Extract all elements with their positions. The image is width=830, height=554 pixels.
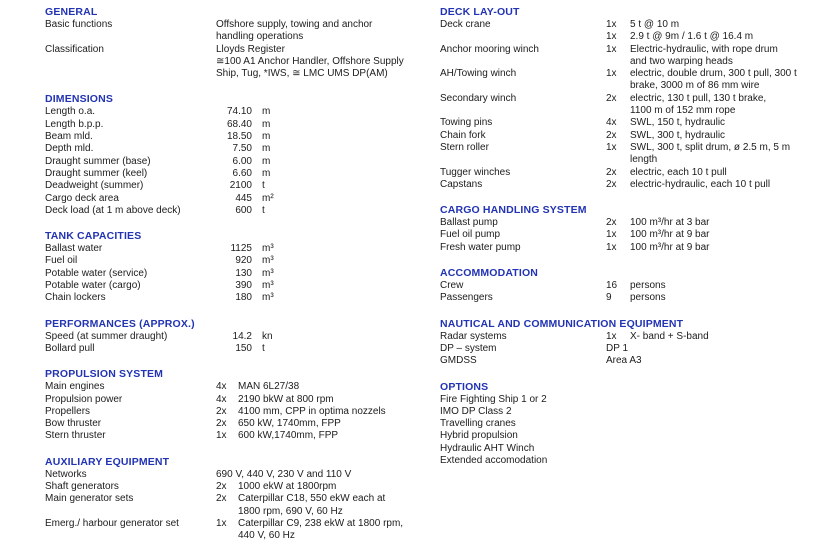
spec-section [440,381,828,468]
desc-line: brake, 3000 m of 86 mm wire [630,80,760,92]
row-label: Potable water (service) [45,267,148,279]
row-label: Propellers [45,405,91,417]
row-value: 6.00 [232,155,252,167]
options-item: Hydraulic AHT Winch [440,442,535,454]
section-title: CARGO HANDLING SYSTEM [440,204,587,217]
row-label: Deck crane [440,19,491,30]
spec-row [45,131,430,143]
row-desc [238,430,430,442]
row-qty: 1x [606,31,617,43]
row-label: Passengers [440,292,493,304]
row-desc [238,418,430,430]
row-label: Radar systems [440,330,507,342]
desc-line: electric, double drum, 300 t pull, 300 t [630,68,797,80]
spec-row [45,143,430,155]
desc-line: electric, 130 t pull, 130 t brake, [630,92,767,104]
row-unit: m [262,143,271,155]
options-item: IMO DP Class 2 [440,405,512,417]
spec-row [440,343,828,355]
spec-row [45,205,430,217]
value-line: handling operations [216,31,304,43]
value-line: Lloyds Register [216,43,285,55]
row-qty: 2x [606,166,617,178]
row-label: Fuel oil [45,255,78,267]
spec-row [45,394,430,406]
row-qty: 1x [606,330,617,342]
row-unit: t [262,180,265,192]
desc-line: persons [630,292,666,304]
row-label: Ballast pump [440,217,498,229]
desc-line: 100 m³/hr at 3 bar [630,217,710,229]
row-unit: m [262,167,271,179]
spec-row [45,268,430,280]
spec-row [440,142,828,167]
section-title: GENERAL [45,6,98,18]
desc-line: 440 V, 60 Hz [238,530,295,542]
row-qty: 4x [606,117,617,129]
row-label: Ballast water [45,243,103,255]
desc-line: persons [630,280,666,292]
row-desc [630,217,828,229]
desc-line: and two warping heads [630,55,733,67]
section-title: DIMENSIONS [45,93,114,106]
row-label: Bollard pull [45,342,95,354]
options-item: Fire Fighting Ship 1 or 2 [440,393,547,405]
row-unit: m³ [262,267,274,279]
row-unit: m² [262,192,274,204]
spec-row [440,31,828,43]
row-desc [630,117,828,129]
spec-row [440,242,828,254]
row-value: 445 [235,192,252,204]
row-label: Chain lockers [45,292,106,304]
row-label: Main generator sets [45,493,134,505]
row-label: Towing pins [440,117,493,129]
row-desc [238,481,430,493]
row-label: Depth mld. [45,143,94,155]
spec-row [440,229,828,241]
row-label: Basic functions [45,19,113,30]
row-value [216,19,430,44]
spec-row [45,331,430,343]
row-unit: m³ [262,255,274,267]
spec-section [440,267,828,305]
row-value: 600 [235,204,252,216]
row-value: 7.50 [232,143,252,155]
row-qty: 1x [606,241,617,253]
section-title: DECK LAY-OUT [440,6,520,18]
spec-row [45,106,430,118]
desc-line: length [630,154,658,166]
spec-row [45,493,430,518]
row-qty: 2x [216,405,227,417]
desc-line: MAN 6L27/38 [238,381,300,393]
desc-line: Caterpillar C18, 550 ekW each at [238,493,386,505]
row-desc [630,229,828,241]
desc-line: Caterpillar C9, 238 ekW at 1800 rpm, [238,517,404,529]
row-label: Crew [440,280,464,292]
spec-row [45,156,430,168]
desc-line: 2190 bkW at 800 rpm [238,393,334,405]
spec-row [440,93,828,118]
left-column [45,6,430,543]
desc-line: 5 t @ 10 m [630,19,680,30]
row-label: Potable water (cargo) [45,280,141,292]
row-value: 920 [235,255,252,267]
desc-line: SWL, 300 t, split drum, ø 2.5 m, 5 m [630,141,791,153]
spec-row [440,167,828,179]
spec-row [45,255,430,267]
spec-row [45,168,430,180]
row-desc [630,31,828,43]
spec-row [45,193,430,205]
row-unit: m [262,106,271,118]
row-value [216,469,430,481]
spec-row [45,430,430,442]
row-unit: t [262,342,265,354]
desc-line: 1800 rpm, 690 V, 60 Hz [238,505,343,517]
row-desc [630,142,828,167]
spec-row [45,518,430,543]
row-desc [238,518,430,543]
spec-row [440,355,828,367]
spec-row [440,280,828,292]
row-desc [630,68,828,93]
row-value: 68.40 [226,118,252,130]
row-qty: 4x [216,381,227,393]
row-label: AH/Towing winch [440,68,517,80]
row-label: Fuel oil pump [440,229,501,241]
spec-row [45,381,430,393]
row-desc [630,167,828,179]
row-label: Chain fork [440,129,486,141]
spec-row [440,19,828,31]
spec-row [440,217,828,229]
row-label: Classification [45,43,104,55]
section-title: NAUTICAL AND COMMUNICATION EQUIPMENT [440,317,684,330]
row-label: Propulsion power [45,393,123,405]
row-unit: m³ [262,280,274,292]
desc-line: 4100 mm, CPP in optima nozzels [238,405,386,417]
row-qty: 4x [216,393,227,405]
row-value: 150 [235,342,252,354]
spec-row [45,343,430,355]
row-value: 130 [235,267,252,279]
desc-line: 1100 m of 152 mm rope [630,105,736,117]
row-label: Length b.p.p. [45,118,104,130]
row-desc [630,44,828,69]
row-unit: m³ [262,292,274,304]
section-title: TANK CAPACITIES [45,230,142,243]
row-qty: 2x [216,481,227,493]
row-qty: 2x [606,129,617,141]
row-label: Fresh water pump [440,241,521,253]
row-desc [630,242,828,254]
row-label: Stern roller [440,141,489,153]
spec-row [45,406,430,418]
spec-row [440,292,828,304]
desc-line: 650 kW, 1740mm, FPP [238,418,341,430]
spec-row [440,117,828,129]
desc-line: X- band + S-band [630,330,709,342]
row-label: Bow thruster [45,418,102,430]
section-title: OPTIONS [440,380,489,393]
row-desc [238,381,430,393]
row-unit: m³ [262,243,274,255]
row-value [606,343,828,355]
section-title: ACCOMMODATION [440,267,538,280]
spec-section [45,6,430,80]
row-unit: t [262,204,265,216]
spec-row [440,130,828,142]
row-desc [630,280,828,292]
row-value: 1125 [230,243,252,255]
row-qty: 2x [606,178,617,190]
desc-line: SWL, 150 t, hydraulic [630,117,726,129]
row-qty: 1x [606,43,617,55]
row-label: Emerg./ harbour generator set [45,517,179,529]
desc-line: 600 kW,1740mm, FPP [238,430,339,442]
options-item: Hybrid propulsion [440,430,518,442]
row-desc [630,292,828,304]
row-unit: m [262,118,271,130]
row-value: 2100 [229,180,252,192]
row-label: Speed (at summer draught) [45,330,168,342]
section-title: PROPULSION SYSTEM [45,368,164,381]
row-desc [630,93,828,118]
value-line: Area A3 [606,355,642,367]
desc-line: 100 m³/hr at 9 bar [630,241,710,253]
row-label: Anchor mooring winch [440,43,539,55]
spec-section [440,204,828,254]
spec-row [45,292,430,304]
spec-section [440,318,828,368]
value-line: Ship, Tug, *IWS, ≅ LMC UMS DP(AM) [216,68,388,80]
row-value: 74.10 [226,106,252,118]
row-value [606,355,828,367]
row-qty: 1x [606,19,617,30]
row-qty: 1x [606,229,617,241]
spec-row [440,68,828,93]
options-item: Travelling cranes [440,418,516,430]
desc-line: 1000 ekW at 1800rpm [238,481,337,493]
value-line: Offshore supply, towing and anchor [216,19,373,30]
row-label: Cargo deck area [45,192,119,204]
options-item: Extended accomodation [440,455,548,467]
row-qty: 2x [216,418,227,430]
row-value: 390 [235,280,252,292]
row-value: 180 [235,292,252,304]
row-value: 18.50 [226,131,252,143]
right-column [440,6,828,467]
row-label: Tugger winches [440,166,511,178]
spec-row [45,19,430,44]
spec-section [45,456,430,543]
row-desc [238,406,430,418]
row-label: Shaft generators [45,481,119,493]
desc-line: 2.9 t @ 9m / 1.6 t @ 16.4 m [630,31,754,43]
spec-row [440,179,828,191]
row-qty: 1x [216,517,227,529]
row-unit: m [262,155,271,167]
row-qty: 2x [216,493,227,505]
row-value: 14.2 [232,330,252,342]
spec-row [45,44,430,81]
spec-row [45,243,430,255]
spec-row [45,469,430,481]
spec-row [45,418,430,430]
section-title: PERFORMANCES (APPROX.) [45,317,195,330]
row-qty: 2x [606,217,617,229]
desc-line: Electric-hydraulic, with rope drum [630,43,778,55]
row-desc [238,394,430,406]
spec-row [45,180,430,192]
row-qty: 16 [606,280,618,292]
spec-row [440,44,828,69]
row-label: Beam mld. [45,131,93,143]
row-label: Draught summer (keel) [45,167,148,179]
row-desc [630,331,828,343]
row-label: Stern thruster [45,430,106,442]
spec-section [45,230,430,304]
row-qty: 1x [216,430,227,442]
spec-row [45,119,430,131]
row-label: Networks [45,468,87,480]
desc-line: SWL, 300 t, hydraulic [630,129,726,141]
row-unit: m [262,131,271,143]
spec-row [45,481,430,493]
spec-section [440,6,828,191]
row-desc [630,179,828,191]
row-qty: 1x [606,68,617,80]
row-label: Capstans [440,178,483,190]
row-desc [630,19,828,31]
desc-line: electric-hydraulic, each 10 t pull [630,178,771,190]
desc-line: electric, each 10 t pull [630,166,727,178]
spec-row [440,331,828,343]
value-line: 690 V, 440 V, 230 V and 110 V [216,468,352,480]
row-value [216,44,430,81]
row-unit: kn [262,330,273,342]
row-label: Secondary winch [440,92,517,104]
row-label: Draught summer (base) [45,155,151,167]
row-label: DP – system [440,342,497,354]
row-label: Deck load (at 1 m above deck) [45,204,181,216]
row-desc [238,493,430,518]
spec-section [45,93,430,217]
row-label: GMDSS [440,355,477,367]
value-line: ≅100 A1 Anchor Handler, Offshore Supply [216,55,404,67]
row-qty: 2x [606,92,617,104]
value-line: DP 1 [606,342,629,354]
spec-row [45,280,430,292]
row-label: Deadweight (summer) [45,180,144,192]
spec-section [45,368,430,442]
row-qty: 1x [606,141,617,153]
row-value: 6.60 [232,167,252,179]
desc-line: 100 m³/hr at 9 bar [630,229,710,241]
row-label: Main engines [45,381,105,393]
row-qty: 9 [606,292,612,304]
section-title: AUXILIARY EQUIPMENT [45,455,170,468]
row-desc [630,130,828,142]
spec-section [45,318,430,356]
row-label: Length o.a. [45,106,96,118]
